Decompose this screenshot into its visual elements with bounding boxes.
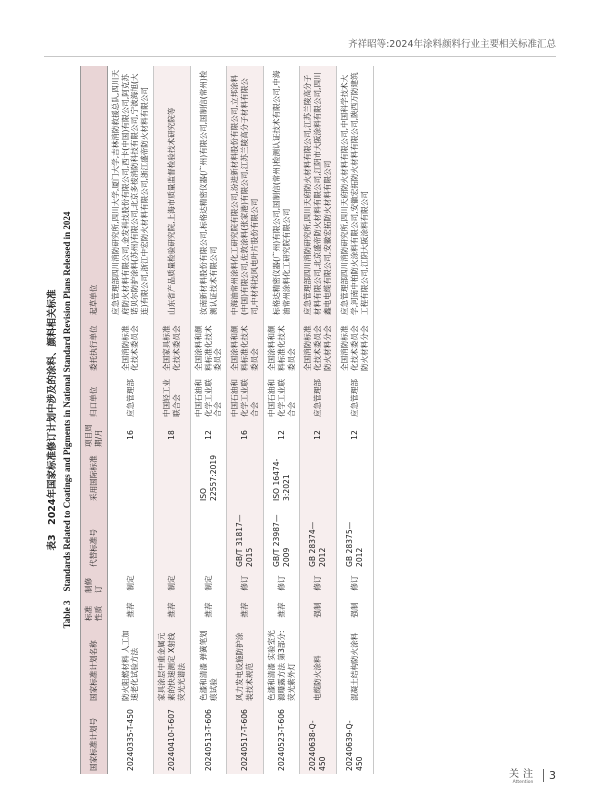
cell-drafter: 中海油常州涂料化工研究院有限公司,汾进新材料股份有限公司,立邦涂料(中国)有限公司,佐敦涂料(张家港)有限公司,江苏兰陵高分子材料有限公司,中材科技风电叶片股份有限公司 [227, 66, 264, 318]
cell-authority: 应急管理部 [300, 374, 337, 420]
cell-replaces: GB/T 23987—2009 [263, 504, 300, 570]
cell-replaces: GB 28374—2012 [300, 504, 337, 570]
cell-executor: 全国涂料和颜料标准化技术委员会 [227, 318, 264, 374]
cell-authority: 中国轻工业联合会 [154, 374, 191, 420]
rotated-table-area [40, 60, 560, 780]
cell-revision: 制定 [154, 570, 191, 596]
cell-executor: 全国消防标准化技术委员会 [107, 318, 153, 374]
cell-intl [107, 450, 153, 504]
cell-drafter: 应急管理部四川消防研究所,四川大学,厦门大学,吉林消防救援总队,四川天府防火材料有限公司,金发科技股份有限公司,西卡(中国)有限公司,阿克苏诺贝尔防护涂料(苏州)有限公司,北京多棱消防科技有限公司,宁波海旭(大连)有限公司,浙江中宏防火材料有限公司,浙江盛帝防火材料有限公司 [107, 66, 153, 318]
cell-plan-no: 20240517-T-606 [227, 704, 264, 774]
cell-nature: 推荐 [227, 596, 264, 624]
cell-period: 18 [154, 420, 191, 450]
cell-name: 电缆防火涂料 [300, 624, 337, 704]
cell-revision: 修订 [263, 570, 300, 596]
cell-nature: 推荐 [107, 596, 153, 624]
cell-intl [300, 450, 337, 504]
cell-revision: 修订 [227, 570, 264, 596]
cell-drafter: 应急管理部四川消防研究所,四川天府防火材料有限公司,中国科学技术大学,河南中柏防火涂料有限公司,安徽宏拓防火材料有限公司,陕西万防建筑工程有限公司,江阴大阪涂料有限公司 [337, 66, 374, 318]
cell-executor: 全国家具标准化技术委员会 [154, 318, 191, 374]
cell-name: 风力发电设施防护涂装技术规范 [227, 624, 264, 704]
cell-revision: 修订 [337, 570, 374, 596]
cell-name: 家具涂层中重金属元素的快速测定 X射线荧光光谱法 [154, 624, 191, 704]
cell-authority: 中国石油和化学工业联合会 [190, 374, 227, 420]
cell-intl [154, 450, 191, 504]
cell-plan-no: 20240513-T-606 [190, 704, 227, 774]
cell-period: 12 [337, 420, 374, 450]
col-header-executor: 委托执行单位 [81, 318, 108, 374]
cell-replaces: GB/T 31817—2015 [227, 504, 264, 570]
running-title: 齐祥昭等:2024年涂料颜料行业主要相关标准汇总 [348, 39, 556, 50]
cell-replaces [107, 504, 153, 570]
col-header-plan-no: 国家标准计划号 [81, 704, 108, 774]
cell-revision: 修订 [300, 570, 337, 596]
cell-nature: 推荐 [154, 596, 191, 624]
page-number: 3 [543, 769, 556, 782]
cell-nature: 强制 [337, 596, 374, 624]
cell-revision: 制定 [190, 570, 227, 596]
cell-period: 12 [190, 420, 227, 450]
col-header-revision: 制修订 [81, 570, 108, 596]
cell-authority: 应急管理部 [107, 374, 153, 420]
cell-authority: 应急管理部 [337, 374, 374, 420]
col-header-nature: 标准性质 [81, 596, 108, 624]
cell-intl: ISO 22557:2019 [190, 450, 227, 504]
cell-intl [227, 450, 264, 504]
cell-plan-no: 20240639-Q-450 [337, 704, 374, 774]
col-header-name: 国家标准计划名称 [81, 624, 108, 704]
cell-name: 色漆和清漆 实验室光源曝露方法 第3部分:荧光紫外灯 [263, 624, 300, 704]
table-row [190, 66, 227, 774]
col-header-intl: 采用国际标准 [81, 450, 108, 504]
cell-drafter: 山东省产品质量检验研究院,上海市质量监督检验技术研究院等 [154, 66, 191, 318]
col-header-drafter: 起草单位 [81, 66, 108, 318]
col-header-replaces: 代替标准号 [81, 504, 108, 570]
cell-drafter: 应急管理部四川消防研究所,四川天府防火材料有限公司,江苏兰陵高分子材料有限公司,北京盛帝防火材料有限公司,江阴市大阪涂料有限公司,四川鑫电电缆有限公司,安徽宏拓防火材料有限公司 [300, 66, 337, 318]
cell-nature: 推荐 [263, 596, 300, 624]
col-header-authority: 归口单位 [81, 374, 108, 420]
table-row [337, 66, 374, 774]
cell-plan-no: 20240638-Q-450 [300, 704, 337, 774]
cell-plan-no: 20240410-T-607 [154, 704, 191, 774]
col-header-period: 项目周期/月 [81, 420, 108, 450]
table-row [107, 66, 153, 774]
cell-name: 防火阻燃材料 人工加速老化试验方法 [107, 624, 153, 704]
journal-brand [509, 765, 537, 785]
table-header-row [81, 66, 108, 774]
cell-plan-no: 20240523-T-606 [263, 704, 300, 774]
cell-plan-no: 20240335-T-450 [107, 704, 153, 774]
brand-en: Attention [512, 780, 534, 785]
cell-executor: 全国涂料和颜料标准化技术委员会 [263, 318, 300, 374]
cell-intl [337, 450, 374, 504]
cell-name: 色漆和清漆 弹簧笔划痕试验 [190, 624, 227, 704]
cell-replaces [154, 504, 191, 570]
cell-authority: 中国石油和化学工业联合会 [227, 374, 264, 420]
cell-nature: 强制 [300, 596, 337, 624]
cell-period: 12 [300, 420, 337, 450]
cell-period: 16 [107, 420, 153, 450]
cell-nature: 推荐 [190, 596, 227, 624]
table-figure [40, 60, 560, 780]
cell-replaces: GB 28375—2012 [337, 504, 374, 570]
cell-executor: 全国涂料和颜料标准化技术委员会 [190, 318, 227, 374]
page-footer [509, 765, 556, 785]
table-row [154, 66, 191, 774]
header-divider [44, 56, 556, 57]
cell-drafter: 汝南新材料股份有限公司,标格达精密仪器(广州)有限公司,国制信(常州)检测认证技术有限公司 [190, 66, 227, 318]
cell-executor: 全国消防标准化技术委员会防火材料分会 [337, 318, 374, 374]
page-header [0, 0, 600, 48]
cell-period: 12 [263, 420, 300, 450]
standards-table [80, 66, 374, 774]
cell-period: 16 [227, 420, 264, 450]
table-caption-cn: 表3 2024年国家标准修订计划中涉及的涂料、颜料相关标准 [47, 289, 58, 551]
table-row [263, 66, 300, 774]
brand-cn: 关注 [509, 769, 537, 780]
cell-executor: 全国消防标准化技术委员会防火材料分会 [300, 318, 337, 374]
cell-name: 混凝土结构防火涂料 [337, 624, 374, 704]
cell-intl: ISO 16474-3:2021 [263, 450, 300, 504]
cell-revision: 制定 [107, 570, 153, 596]
cell-drafter: 标格达精密仪器(广州)有限公司,国制信(常州)检测认证技术有限公司,中海油常州涂料化工研究院有限公司 [263, 66, 300, 318]
table-row [227, 66, 264, 774]
table-row [300, 66, 337, 774]
table-caption-en: Table 3 Standards Related to Coatings and Pigments in National Standard Revision Plans Released in 2024 [62, 211, 72, 629]
cell-replaces [190, 504, 227, 570]
cell-authority: 中国石油和化学工业联合会 [263, 374, 300, 420]
